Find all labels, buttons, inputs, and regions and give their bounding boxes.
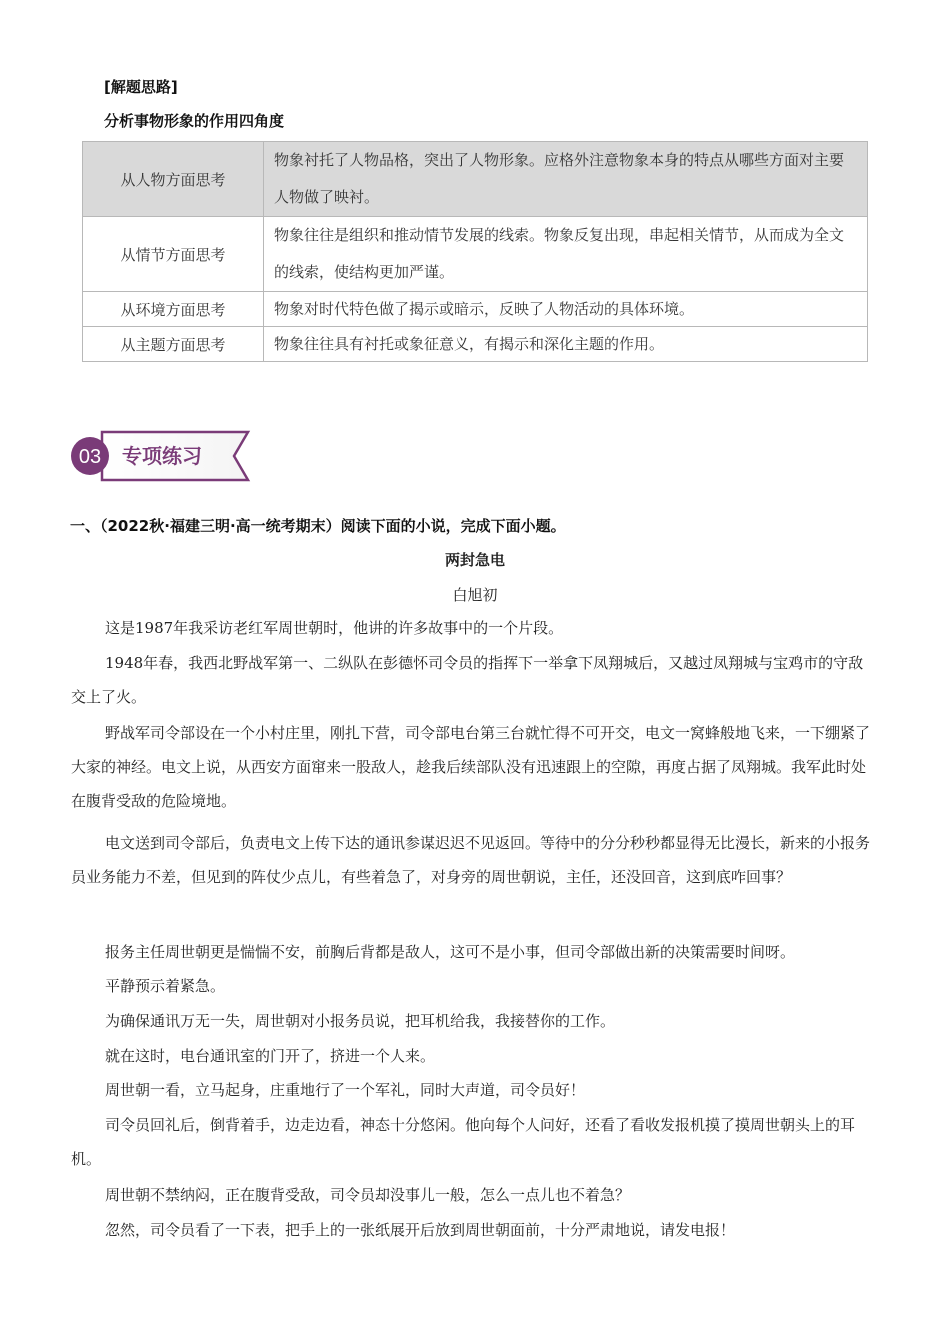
paragraph: 报务主任周世朝更是惴惴不安，前胸后背都是敌人，这可不是小事，但司令部做出新的决策需要时间呀。 [105, 943, 796, 961]
table-row [83, 142, 868, 217]
content-cell: 物象往往具有衬托或象征意义，有揭示和深化主题的作用。 [264, 327, 868, 362]
paragraph: 为确保通讯万无一失，周世朝对小报务员说，把耳机给我，我接替你的工作。 [105, 1012, 616, 1030]
story-author: 白旭初 [452, 586, 498, 604]
aspect-cell: 从主题方面思考 [83, 327, 264, 362]
section-title: 专项练习 [122, 444, 202, 468]
paragraph: 忽然，司令员看了一下表，把手上的一张纸展开后放到周世朝面前，十分严肃地说，请发电报！ [105, 1221, 736, 1239]
paragraph: 就在这时，电台通讯室的门开了，挤进一个人来。 [105, 1047, 436, 1065]
section-badge [70, 428, 270, 484]
table-row [83, 292, 868, 327]
aspect-cell: 从人物方面思考 [83, 142, 264, 217]
content-cell: 物象往往是组织和推动情节发展的线索。物象反复出现，串起相关情节，从而成为全文的线索，使结构更加严谨。 [264, 217, 868, 292]
table-row [83, 327, 868, 362]
method-table [82, 141, 868, 362]
method-label: [解题思路] [104, 78, 178, 96]
content-cell: 物象对时代特色做了揭示或暗示，反映了人物活动的具体环境。 [264, 292, 868, 327]
section-number: 03 [78, 446, 102, 468]
paragraph: 电文送到司令部后，负责电文上传下达的通讯参谋迟迟不见返回。等待中的分分秒秒都显得无比漫长，新来的小报务员业务能力不差，但见到的阵仗少点儿，有些着急了，对身旁的周世朝说，主任，还没回音，这到底咋回事？ [71, 834, 871, 886]
paragraph: 周世朝不禁纳闷，正在腹背受敌，司令员却没事儿一般，怎么一点儿也不着急？ [105, 1186, 631, 1204]
paragraph: 这是1987年我采访老红军周世朝时，他讲的许多故事中的一个片段。 [105, 619, 564, 637]
story-title: 两封急电 [444, 551, 505, 569]
paragraph: 司令员回礼后，倒背着手，边走边看，神态十分悠闲。他向每个人问好，还看了看收发报机摸了摸周世朝头上的耳机。 [71, 1116, 856, 1168]
method-subtitle: 分析事物形象的作用四角度 [104, 112, 285, 130]
question-prompt: 一、（2022秋·福建三明·高一统考期末）阅读下面的小说，完成下面小题。 [70, 517, 566, 535]
paragraph: 野战军司令部设在一个小村庄里，刚扎下营，司令部电台第三台就忙得不可开交，电文一窝蜂般地飞来，一下绷紧了大家的神经。电文上说，从西安方面窜来一股敌人，趁我后续部队没有迅速跟上的空隙，再度占据了凤翔城。我军此时处在腹背受敌的危险境地。 [71, 724, 871, 810]
paragraph: 周世朝一看，立马起身，庄重地行了一个军礼，同时大声道，司令员好！ [105, 1081, 586, 1099]
content-cell: 物象衬托了人物品格，突出了人物形象。应格外注意物象本身的特点从哪些方面对主要人物做了映衬。 [264, 142, 868, 217]
paragraph: 1948年春，我西北野战军第一、二纵队在彭德怀司令员的指挥下一举拿下凤翔城后，又越过凤翔城与宝鸡市的守敌交上了火。 [71, 654, 864, 706]
table-row [83, 217, 868, 292]
aspect-cell: 从环境方面思考 [83, 292, 264, 327]
paragraph: 平静预示着紧急。 [105, 977, 226, 995]
aspect-cell: 从情节方面思考 [83, 217, 264, 292]
